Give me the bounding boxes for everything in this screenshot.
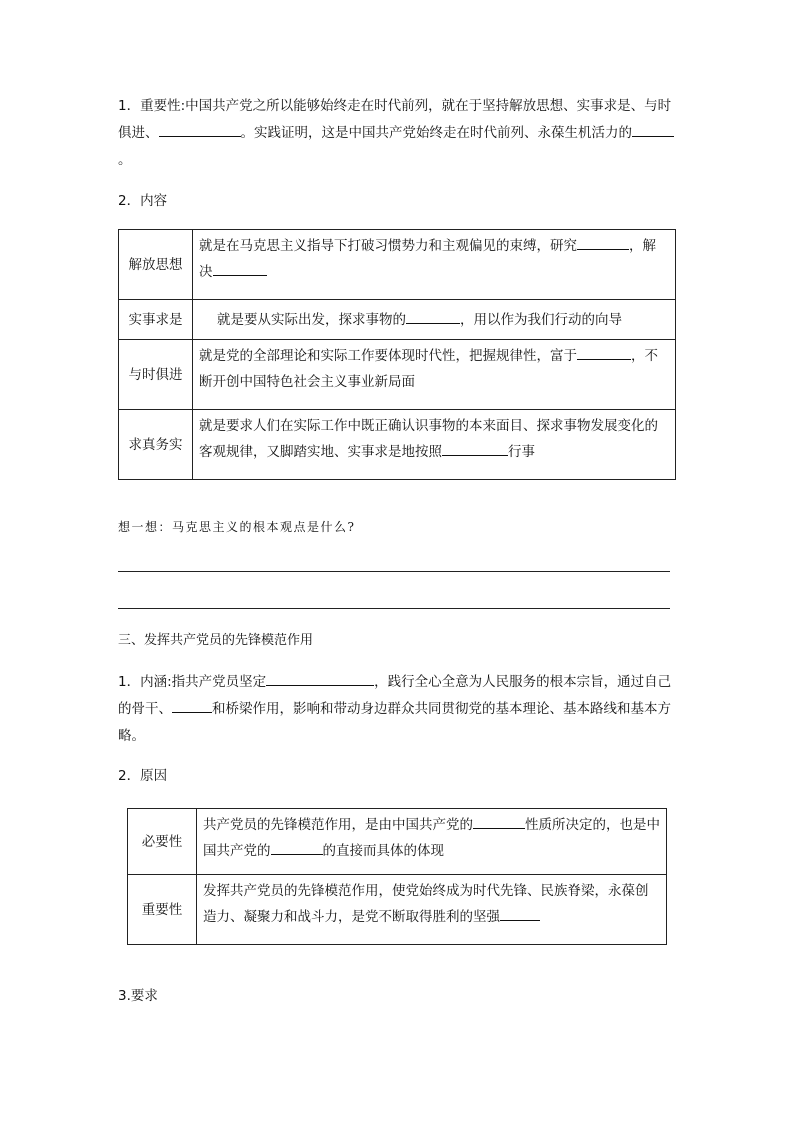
row-content: 就是要从实际出发，探求事物的 ，用以作为我们行动的向导: [193, 300, 676, 340]
row-content: 就是要求人们在实际工作中既正确认识事物的本来面目、探求事物发展变化的客观规律，又脚踏实地、实事求是地按照 行事: [193, 410, 676, 480]
row-label: 求真务实: [119, 410, 193, 480]
content-heading: 2．内容: [118, 193, 168, 209]
importance-text-c: 。: [118, 152, 132, 168]
blank-12: [500, 905, 540, 921]
blank-7: [442, 440, 508, 456]
connotation-paragraph: 1．内涵:指共产党员坚定 ，践行全心全意为人民服务的根本宗旨，通过自己的骨干、 和桥梁作用，影响和带动身边群众共同贯彻党的基本理论、基本路线和基本方略。: [118, 669, 678, 750]
table-row: [128, 875, 667, 945]
row-content: 共产党员的先锋模范作用，是由中国共产党的 性质所决定的，也是中国共产党的 的直接而具体的体现: [197, 809, 667, 875]
importance-text-b: 。实践证明，这是中国共产党始终走在时代前列、永葆生机活力的: [240, 125, 632, 141]
answer-line: [118, 608, 670, 609]
row-label: 重要性: [128, 875, 197, 945]
row-label: 与时俱进: [119, 340, 193, 410]
reason-table: [127, 808, 667, 945]
answer-line: [118, 571, 670, 572]
table-row: [119, 300, 676, 340]
row-label: 解放思想: [119, 230, 193, 300]
table-row: [119, 340, 676, 410]
row-content: 就是党的全部理论和实际工作要体现时代性，把握规律性，富于 ，不断开创中国特色社会主义事业新局面: [193, 340, 676, 410]
requirement-heading: 3.要求: [118, 988, 158, 1004]
row-content: 就是在马克思主义指导下打破习惯势力和主观偏见的束缚，研究 ，解决: [193, 230, 676, 300]
section-heading: 三、发挥共产党员的先锋模范作用: [118, 633, 314, 648]
blank-6: [577, 344, 631, 360]
blank-10: [473, 813, 525, 829]
blank-5: [406, 308, 460, 324]
blank-1: [159, 121, 241, 137]
blank-8: [266, 670, 374, 686]
row-content: 发挥共产党员的先锋模范作用，使党始终成为时代先锋、民族脊梁，永葆创造力、凝聚力和战斗力，是党不断取得胜利的坚强: [197, 875, 667, 945]
table-row: [119, 230, 676, 300]
importance-paragraph: [118, 93, 678, 174]
think-question: 想一想：马克思主义的根本观点是什么?: [118, 520, 356, 534]
importance-text-a: 1．重要性:中国共产党之所以能够始终走在时代前列，就在于坚持解放思想、实事求是、与时俱进、: [118, 98, 672, 141]
row-label: 实事求是: [119, 300, 193, 340]
reason-heading: 2．原因: [118, 768, 168, 784]
blank-11: [271, 839, 323, 855]
blank-4: [213, 260, 267, 276]
table-row: [128, 809, 667, 875]
table-row: [119, 410, 676, 480]
content-table: [118, 229, 676, 480]
blank-2: [632, 121, 674, 137]
row-label: 必要性: [128, 809, 197, 875]
blank-3: [577, 234, 629, 250]
blank-9: [172, 697, 212, 713]
